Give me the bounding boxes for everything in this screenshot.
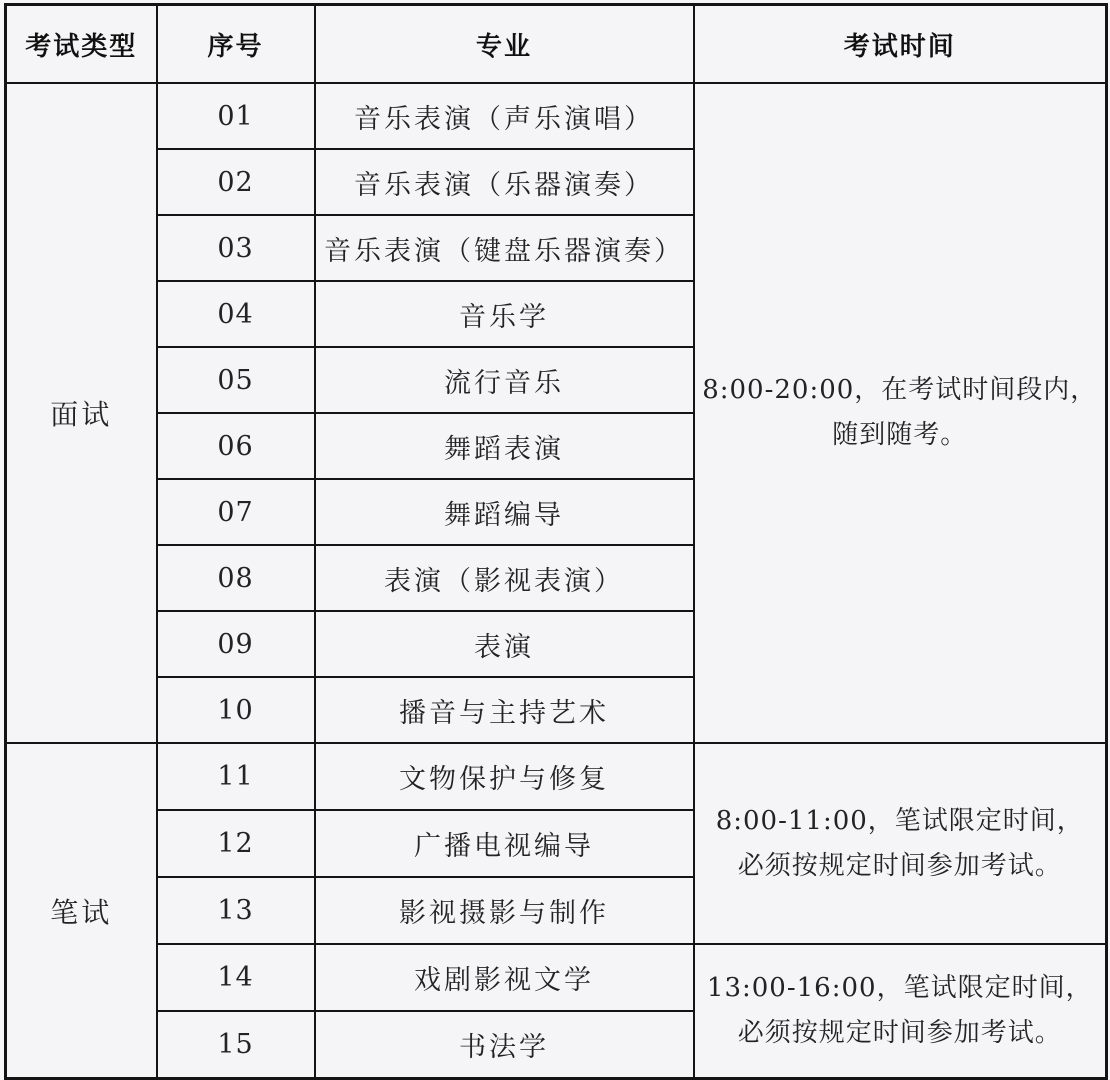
row-major: 广播电视编导 xyxy=(315,810,694,877)
written-morning-time-line1: 8:00-11:00，笔试限定时间， xyxy=(715,805,1084,836)
written-afternoon-time-line2: 必须按规定时间参加考试。 xyxy=(737,1018,1062,1048)
row-number: 04 xyxy=(157,281,315,347)
row-major: 表演（影视表演） xyxy=(315,545,694,611)
written-afternoon-time-line1: 13:00-16:00，笔试限定时间， xyxy=(706,973,1093,1004)
row-number: 10 xyxy=(157,677,315,743)
header-number: 序号 xyxy=(157,5,315,84)
row-number: 11 xyxy=(157,743,315,810)
row-major: 流行音乐 xyxy=(315,347,694,413)
exam-schedule-table xyxy=(4,3,1108,1080)
row-number: 12 xyxy=(157,810,315,877)
row-number: 13 xyxy=(157,877,315,944)
row-number: 15 xyxy=(157,1011,315,1079)
exam-type-written: 笔试 xyxy=(6,743,157,1079)
header-major: 专业 xyxy=(315,5,694,84)
table-row xyxy=(6,83,1107,149)
row-major: 书法学 xyxy=(315,1011,694,1079)
exam-type-interview: 面试 xyxy=(6,83,157,743)
row-major: 文物保护与修复 xyxy=(315,743,694,810)
written-morning-time-line2: 必须按规定时间参加考试。 xyxy=(737,850,1062,881)
row-major: 舞蹈编导 xyxy=(315,479,694,545)
header-exam-type: 考试类型 xyxy=(6,5,157,84)
table-row xyxy=(6,743,1107,810)
row-number: 14 xyxy=(157,944,315,1011)
row-major: 音乐表演（乐器演奏） xyxy=(315,149,694,215)
header-exam-time: 考试时间 xyxy=(694,5,1107,84)
row-major: 音乐表演（声乐演唱） xyxy=(315,83,694,149)
row-number: 05 xyxy=(157,347,315,413)
row-number: 02 xyxy=(157,149,315,215)
interview-time-line2: 随到随考。 xyxy=(832,420,968,450)
table-row xyxy=(6,944,1107,1011)
row-number: 01 xyxy=(157,83,315,149)
interview-time-line1: 8:00-20:00，在考试时间段内， xyxy=(702,375,1098,406)
row-number: 09 xyxy=(157,611,315,677)
interview-time-cell xyxy=(694,83,1107,743)
row-major: 音乐表演（键盘乐器演奏） xyxy=(315,215,694,281)
row-number: 06 xyxy=(157,413,315,479)
row-number: 07 xyxy=(157,479,315,545)
row-major: 音乐学 xyxy=(315,281,694,347)
row-number: 08 xyxy=(157,545,315,611)
row-major: 影视摄影与制作 xyxy=(315,877,694,944)
row-major: 戏剧影视文学 xyxy=(315,944,694,1011)
row-major: 播音与主持艺术 xyxy=(315,677,694,743)
row-major: 舞蹈表演 xyxy=(315,413,694,479)
row-major: 表演 xyxy=(315,611,694,677)
header-row xyxy=(6,5,1107,84)
written-morning-time-cell xyxy=(694,743,1107,944)
written-afternoon-time-cell xyxy=(694,944,1107,1079)
row-number: 03 xyxy=(157,215,315,281)
